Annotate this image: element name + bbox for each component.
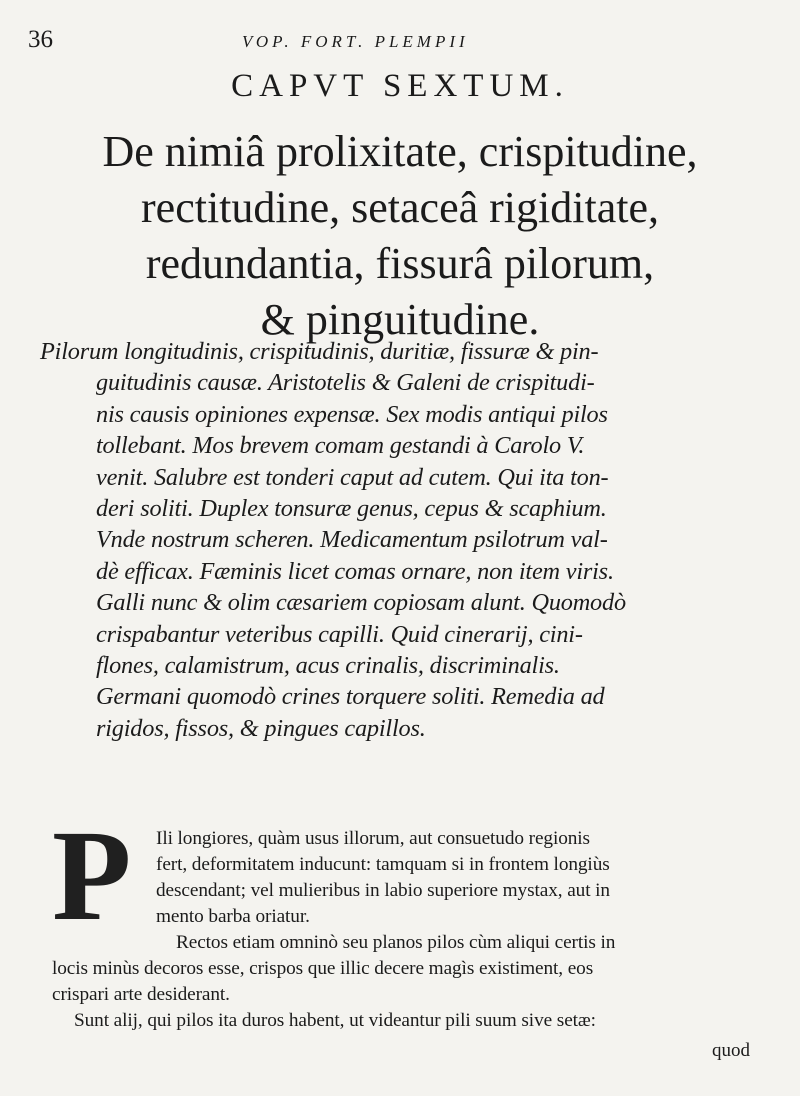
summary-line: nis causis opiniones expensæ. Sex modis antiqui pilos bbox=[96, 400, 608, 428]
summary-line: venit. Salubre est tonderi caput ad cutem. Qui ita ton- bbox=[96, 463, 609, 491]
summary-line: deri soliti. Duplex tonsuræ genus, cepus & scaphium. bbox=[96, 495, 607, 523]
running-head: VOP. FORT. PLEMPII bbox=[242, 32, 469, 51]
summary-line: Pilorum longitudinis, crispitudinis, duritiæ, fissuræ & pin- bbox=[40, 338, 599, 365]
catchword: quod bbox=[712, 1040, 750, 1061]
body-line: fert, deformitatem inducunt: tamquam si in frontem longiùs bbox=[156, 854, 610, 875]
summary-line: dè efficax. Fæminis licet comas ornare, non item viris. bbox=[96, 557, 614, 585]
summary-line: crispabantur veteribus capilli. Quid cinerarij, cini- bbox=[96, 620, 583, 648]
page-number: 36 bbox=[28, 26, 53, 53]
body-line: mento barba oriatur. bbox=[156, 906, 310, 927]
heading-line: & pinguitudine. bbox=[260, 295, 540, 344]
drop-cap-initial: P bbox=[52, 804, 132, 948]
heading-line: rectitudine, setaceâ rigiditate, bbox=[141, 183, 659, 232]
body-line: crispari arte desiderant. bbox=[52, 984, 230, 1005]
page-header bbox=[0, 26, 800, 58]
summary-line: guitudinis causæ. Aristotelis & Galeni de crispitudi- bbox=[96, 369, 595, 397]
body-line: descendant; vel mulieribus in labio superiore mystax, aut in bbox=[156, 880, 610, 901]
summary-line: tollebant. Mos brevem comam gestandi à Carolo V. bbox=[96, 432, 585, 460]
body-line: Sunt alij, qui pilos ita duros habent, ut videantur pili suum sive setæ: bbox=[74, 1010, 596, 1031]
summary-line: Vnde nostrum scheren. Medicamentum psilotrum val- bbox=[96, 526, 608, 554]
summary-line: Galli nunc & olim cæsariem copiosam alunt. Quomodò bbox=[96, 589, 626, 617]
heading-line: redundantia, fissurâ pilorum, bbox=[145, 239, 655, 288]
summary-line: Germani quomodò crines torquere soliti. Remedia ad bbox=[96, 683, 605, 711]
body-line: Ili longiores, quàm usus illorum, aut consuetudo regionis bbox=[156, 828, 590, 849]
chapter-title: CAPVT SEXTUM. bbox=[231, 68, 569, 104]
body-line: locis minùs decoros esse, crispos que illic decere magìs existiment, eos bbox=[52, 958, 594, 979]
summary-line: rigidos, fissos, & pingues capillos. bbox=[96, 714, 426, 742]
body-line: Rectos etiam omninò seu planos pilos cùm aliqui certis in bbox=[176, 932, 616, 953]
summary-line: flones, calamistrum, acus crinalis, discriminalis. bbox=[96, 652, 560, 680]
chapter-summary bbox=[40, 336, 765, 744]
chapter-heading bbox=[60, 124, 740, 348]
heading-line: De nimiâ prolixitate, crispitudine, bbox=[102, 127, 698, 176]
